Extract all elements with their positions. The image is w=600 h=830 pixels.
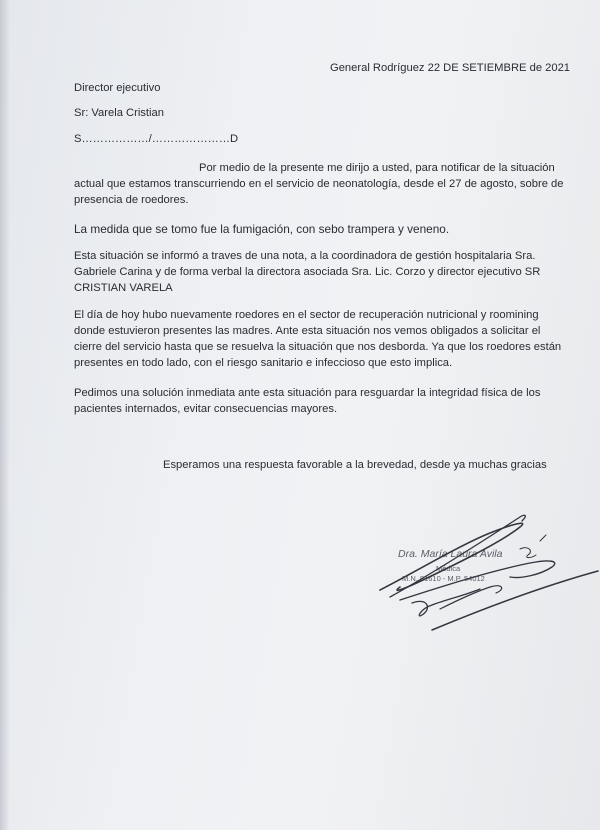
paragraph-line: El día de hoy hubo nuevamente roedores en el sector de recuperación nutricional y roomining: [74, 309, 539, 321]
signature-block: [370, 505, 600, 645]
paragraph-line: Esta situación se informó a traves de una nota, a la coordinadora de gestión hospitalaria Sra.: [74, 250, 536, 262]
paragraph-line: Gabriele Carina y de forma verbal la directora asociada Sra. Lic. Corzo y director ejecutivo SR: [74, 266, 541, 278]
paragraph-line: La medida que se tomo fue la fumigación, con sebo trampera y veneno.: [74, 222, 450, 236]
paragraph-request: [74, 385, 540, 417]
page-edge-shadow: [0, 0, 10, 830]
place-date: General Rodríguez 22 DE SETIEMBRE de 2021: [330, 62, 571, 74]
paragraph-line: donde estuvieron presentes las madres. Ante esta situación nos vemos obligados a solicitar el: [74, 325, 541, 337]
recipient-title: Director ejecutivo: [74, 82, 161, 94]
stamp-role: Médica: [436, 564, 461, 573]
paragraph-notification: [74, 160, 563, 208]
stamp-name: Dra. María Laura Avila: [398, 548, 503, 560]
paragraph-line: presencia de roedores.: [74, 194, 189, 206]
paragraph-line: CRISTIAN VARELA: [74, 282, 173, 294]
paragraph-line: Por medio de la presente me dirijo a usted, para notificar de la situación: [199, 162, 555, 174]
paragraph-incident: [74, 307, 561, 371]
recipient-name: Sr: Varela Cristian: [74, 107, 164, 119]
paragraph-line: cierre del servicio hasta que se resuelva la situación que nos desborda. Ya que los roedores están: [74, 341, 562, 353]
paragraph-line: Pedimos una solución inmediata ante esta situación para resguardar la integridad física de los: [74, 387, 541, 399]
paragraph-line: actual que estamos transcurriendo en el servicio de neonatología, desde el 27 de agosto, sobre de: [74, 178, 564, 190]
stamp-registration: M.N. 81610 - M.P. 54012: [402, 574, 485, 583]
closing-line: Esperamos una respuesta favorable a la brevedad, desde ya muchas gracias: [163, 459, 547, 471]
paragraph-line: presentes en todo lado, con el riesgo sanitario e infeccioso que esto implica.: [74, 357, 453, 369]
paragraph-report: [74, 248, 540, 296]
salutation-line: S………………/…………………D: [74, 133, 239, 145]
handwritten-signature: [370, 505, 600, 645]
paragraph-line: pacientes internados, evitar consecuencias mayores.: [74, 403, 338, 415]
paragraph-measure: [74, 221, 449, 237]
